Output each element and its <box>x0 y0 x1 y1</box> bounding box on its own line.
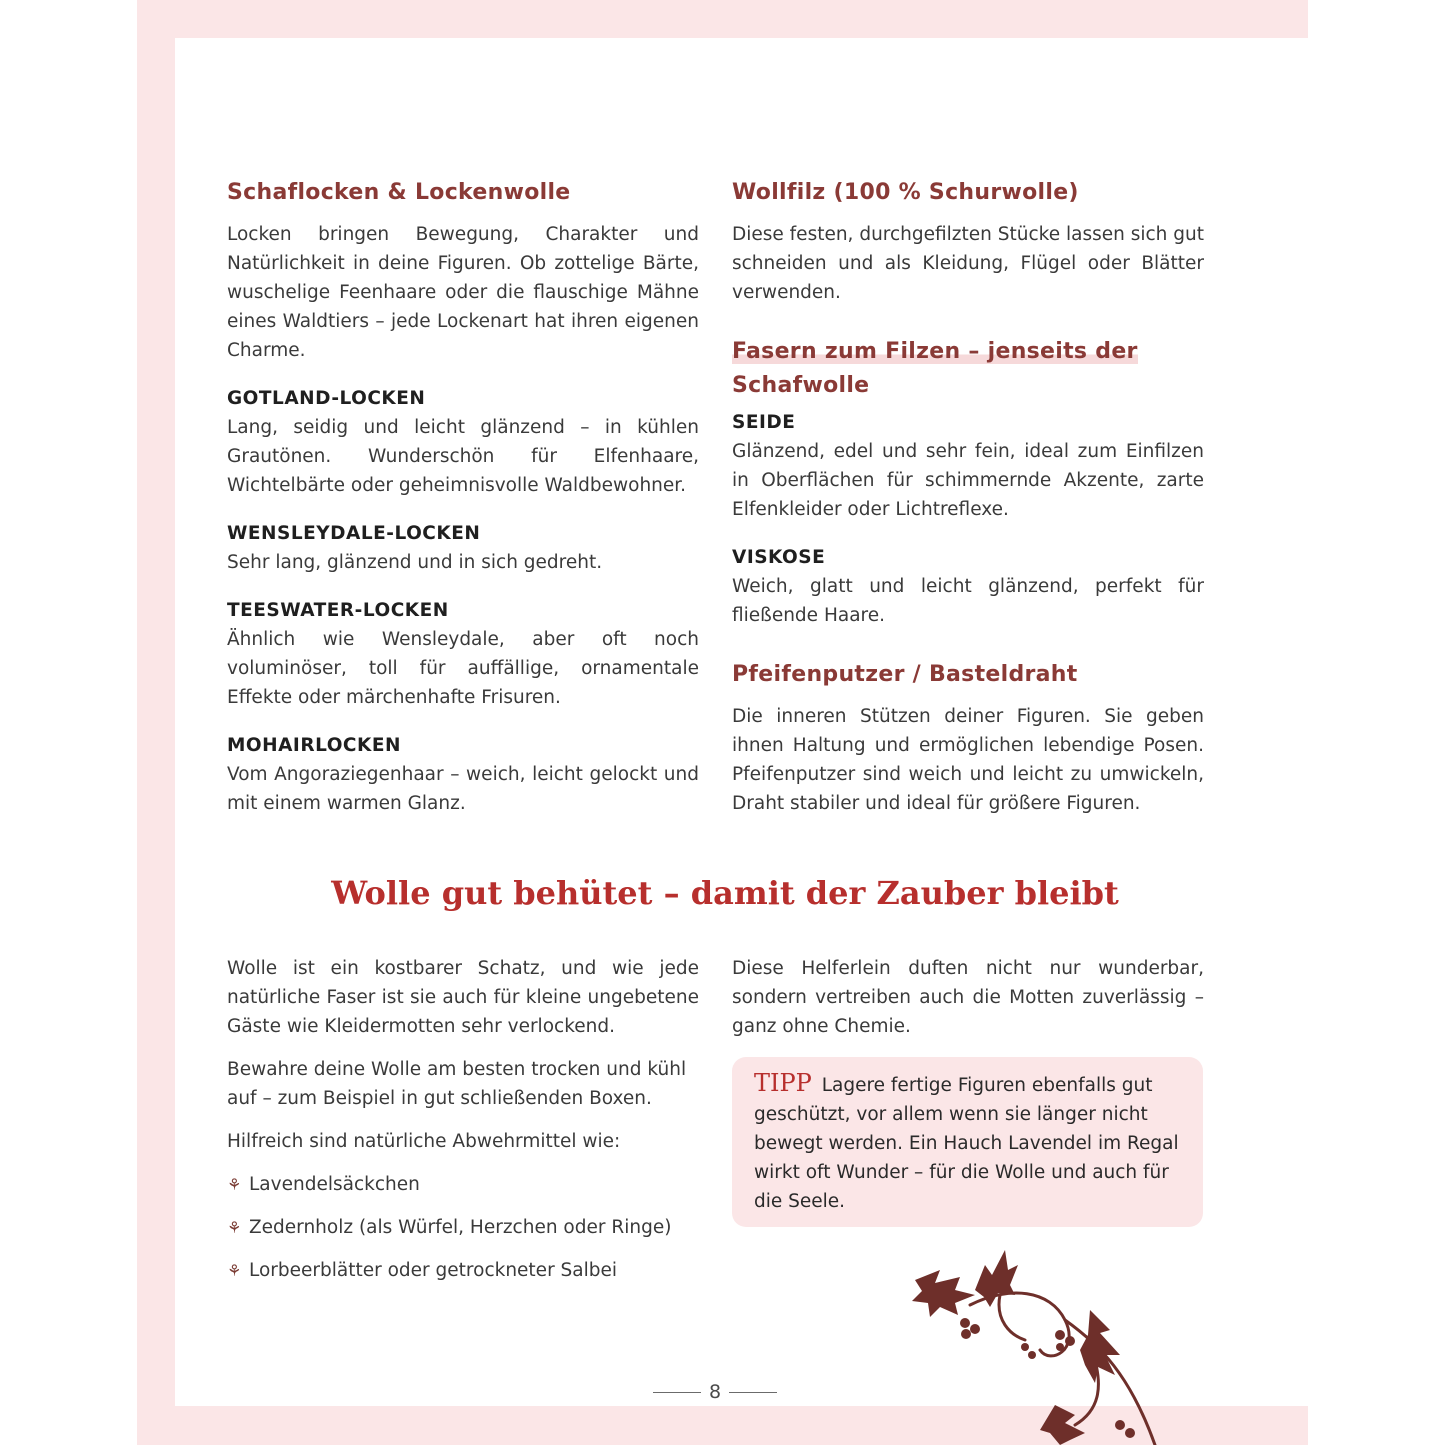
pfeifenputzer-text: Die inneren Stützen deiner Figuren. Sie geben ihnen Haltung und ermöglichen lebendige Posen. Pfeifenputzer sind weich und leicht zu umwickeln, Draht stabiler und ideal für größere Figuren. <box>732 706 1204 814</box>
leaf-icon: ⚘ <box>227 1218 242 1237</box>
item-wensleydale <box>227 520 699 577</box>
item-title: SEIDE <box>732 412 796 433</box>
left-column <box>227 176 699 818</box>
item-viskose <box>732 544 1204 630</box>
leaf-icon: ⚘ <box>227 1175 242 1194</box>
heading-fasern <box>732 335 1204 403</box>
bottom-left-column <box>227 954 699 1285</box>
storage-paragraph-1: Wolle ist ein kostbarer Schatz, und wie jede natürliche Faser ist sie auch für kleine ungebetene Gäste wie Kleidermotten sehr verlockend. <box>227 958 699 1037</box>
heading-pfeifenputzer: Pfeifenputzer / Basteldraht <box>732 662 1078 687</box>
divider <box>653 1392 701 1393</box>
storage-paragraph-3: Hilfreich sind natürliche Abwehrmittel wie: <box>227 1131 621 1152</box>
item-title: GOTLAND-LOCKEN <box>227 388 426 409</box>
wollfilz-text: Diese festen, durchgefilzten Stücke lassen sich gut schneiden und als Kleidung, Flügel oder Blätter verwenden. <box>732 224 1204 303</box>
item-title: TEESWATER-LOCKEN <box>227 600 449 621</box>
item-text: Lang, seidig und leicht glänzend – in kühlen Grautönen. Wunderschön für Elfenhaare, Wichtelbärte oder geheimnisvolle Waldbewohner. <box>227 417 699 496</box>
heading-schaflocken: Schaflocken & Lockenwolle <box>227 180 571 205</box>
holly-branch-icon <box>900 1235 1160 1445</box>
item-text: Sehr lang, glänzend und in sich gedreht. <box>227 552 603 573</box>
heading-wollfilz: Wollfilz (100 % Schurwolle) <box>732 180 1079 205</box>
schaflocken-intro: Locken bringen Bewegung, Charakter und Natürlichkeit in deine Figuren. Ob zottelige Bärte, wuschelige Feenhaare oder die flauschige Mähne eines Waldtiers – jede Lockenart hat ihren eigenen Charme. <box>227 224 699 361</box>
bullet-list <box>227 1170 699 1285</box>
item-text: Glänzend, edel und sehr fein, ideal zum Einfilzen in Oberflächen für schimmernde Akzente, zarte Elfenkleider oder Lichtreflexe. <box>732 441 1204 520</box>
section-title: Wolle gut behütet – damit der Zauber bleibt <box>331 874 1119 912</box>
list-item: ⚘ Lavendelsäckchen <box>227 1170 699 1199</box>
item-gotland <box>227 385 699 500</box>
bottom-right-column <box>732 954 1204 1041</box>
storage-paragraph-2: Bewahre deine Wolle am besten trocken und kühl auf – zum Beispiel in gut schließenden Boxen. <box>227 1059 687 1109</box>
item-text: Weich, glatt und leicht glänzend, perfekt für fließende Haare. <box>732 576 1204 626</box>
item-mohair <box>227 732 699 818</box>
item-text: Ähnlich wie Wensleydale, aber oft noch voluminöser, toll für auffällige, ornamentale Effekte oder märchenhafte Frisuren. <box>227 629 699 708</box>
item-seide <box>732 409 1204 524</box>
item-teeswater <box>227 597 699 712</box>
heading-fasern-line1: Fasern zum Filzen – jenseits der <box>732 339 1138 364</box>
divider <box>729 1392 777 1393</box>
list-item: ⚘ Zedernholz (als Würfel, Herzchen oder Ringe) <box>227 1213 699 1242</box>
item-text: Vom Angoraziegenhaar – weich, leicht gelockt und mit einem warmen Glanz. <box>227 764 699 814</box>
page-number-text: 8 <box>708 1381 722 1403</box>
leaf-icon: ⚘ <box>227 1261 242 1280</box>
page-number <box>645 1378 785 1406</box>
list-item: ⚘ Lorbeerblätter oder getrockneter Salbei <box>227 1256 699 1285</box>
heading-fasern-line2: Schafwolle <box>732 373 870 398</box>
item-title: MOHAIRLOCKEN <box>227 735 401 756</box>
tip-label: TIPP <box>754 1069 812 1097</box>
tip-text: Lagere fertige Figuren ebenfalls gut geschützt, vor allem wenn sie länger nicht bewegt werden. Ein Hauch Lavendel im Regal wirkt oft Wunder – für die Wolle und auch für die Seele. <box>754 1075 1179 1212</box>
item-title: VISKOSE <box>732 547 826 568</box>
helpers-paragraph: Diese Helferlein duften nicht nur wunderbar, sondern vertreiben auch die Motten zuverlässig – ganz ohne Chemie. <box>732 958 1204 1037</box>
item-title: WENSLEYDALE-LOCKEN <box>227 523 481 544</box>
tip-box <box>732 1057 1203 1227</box>
right-column <box>732 176 1204 818</box>
